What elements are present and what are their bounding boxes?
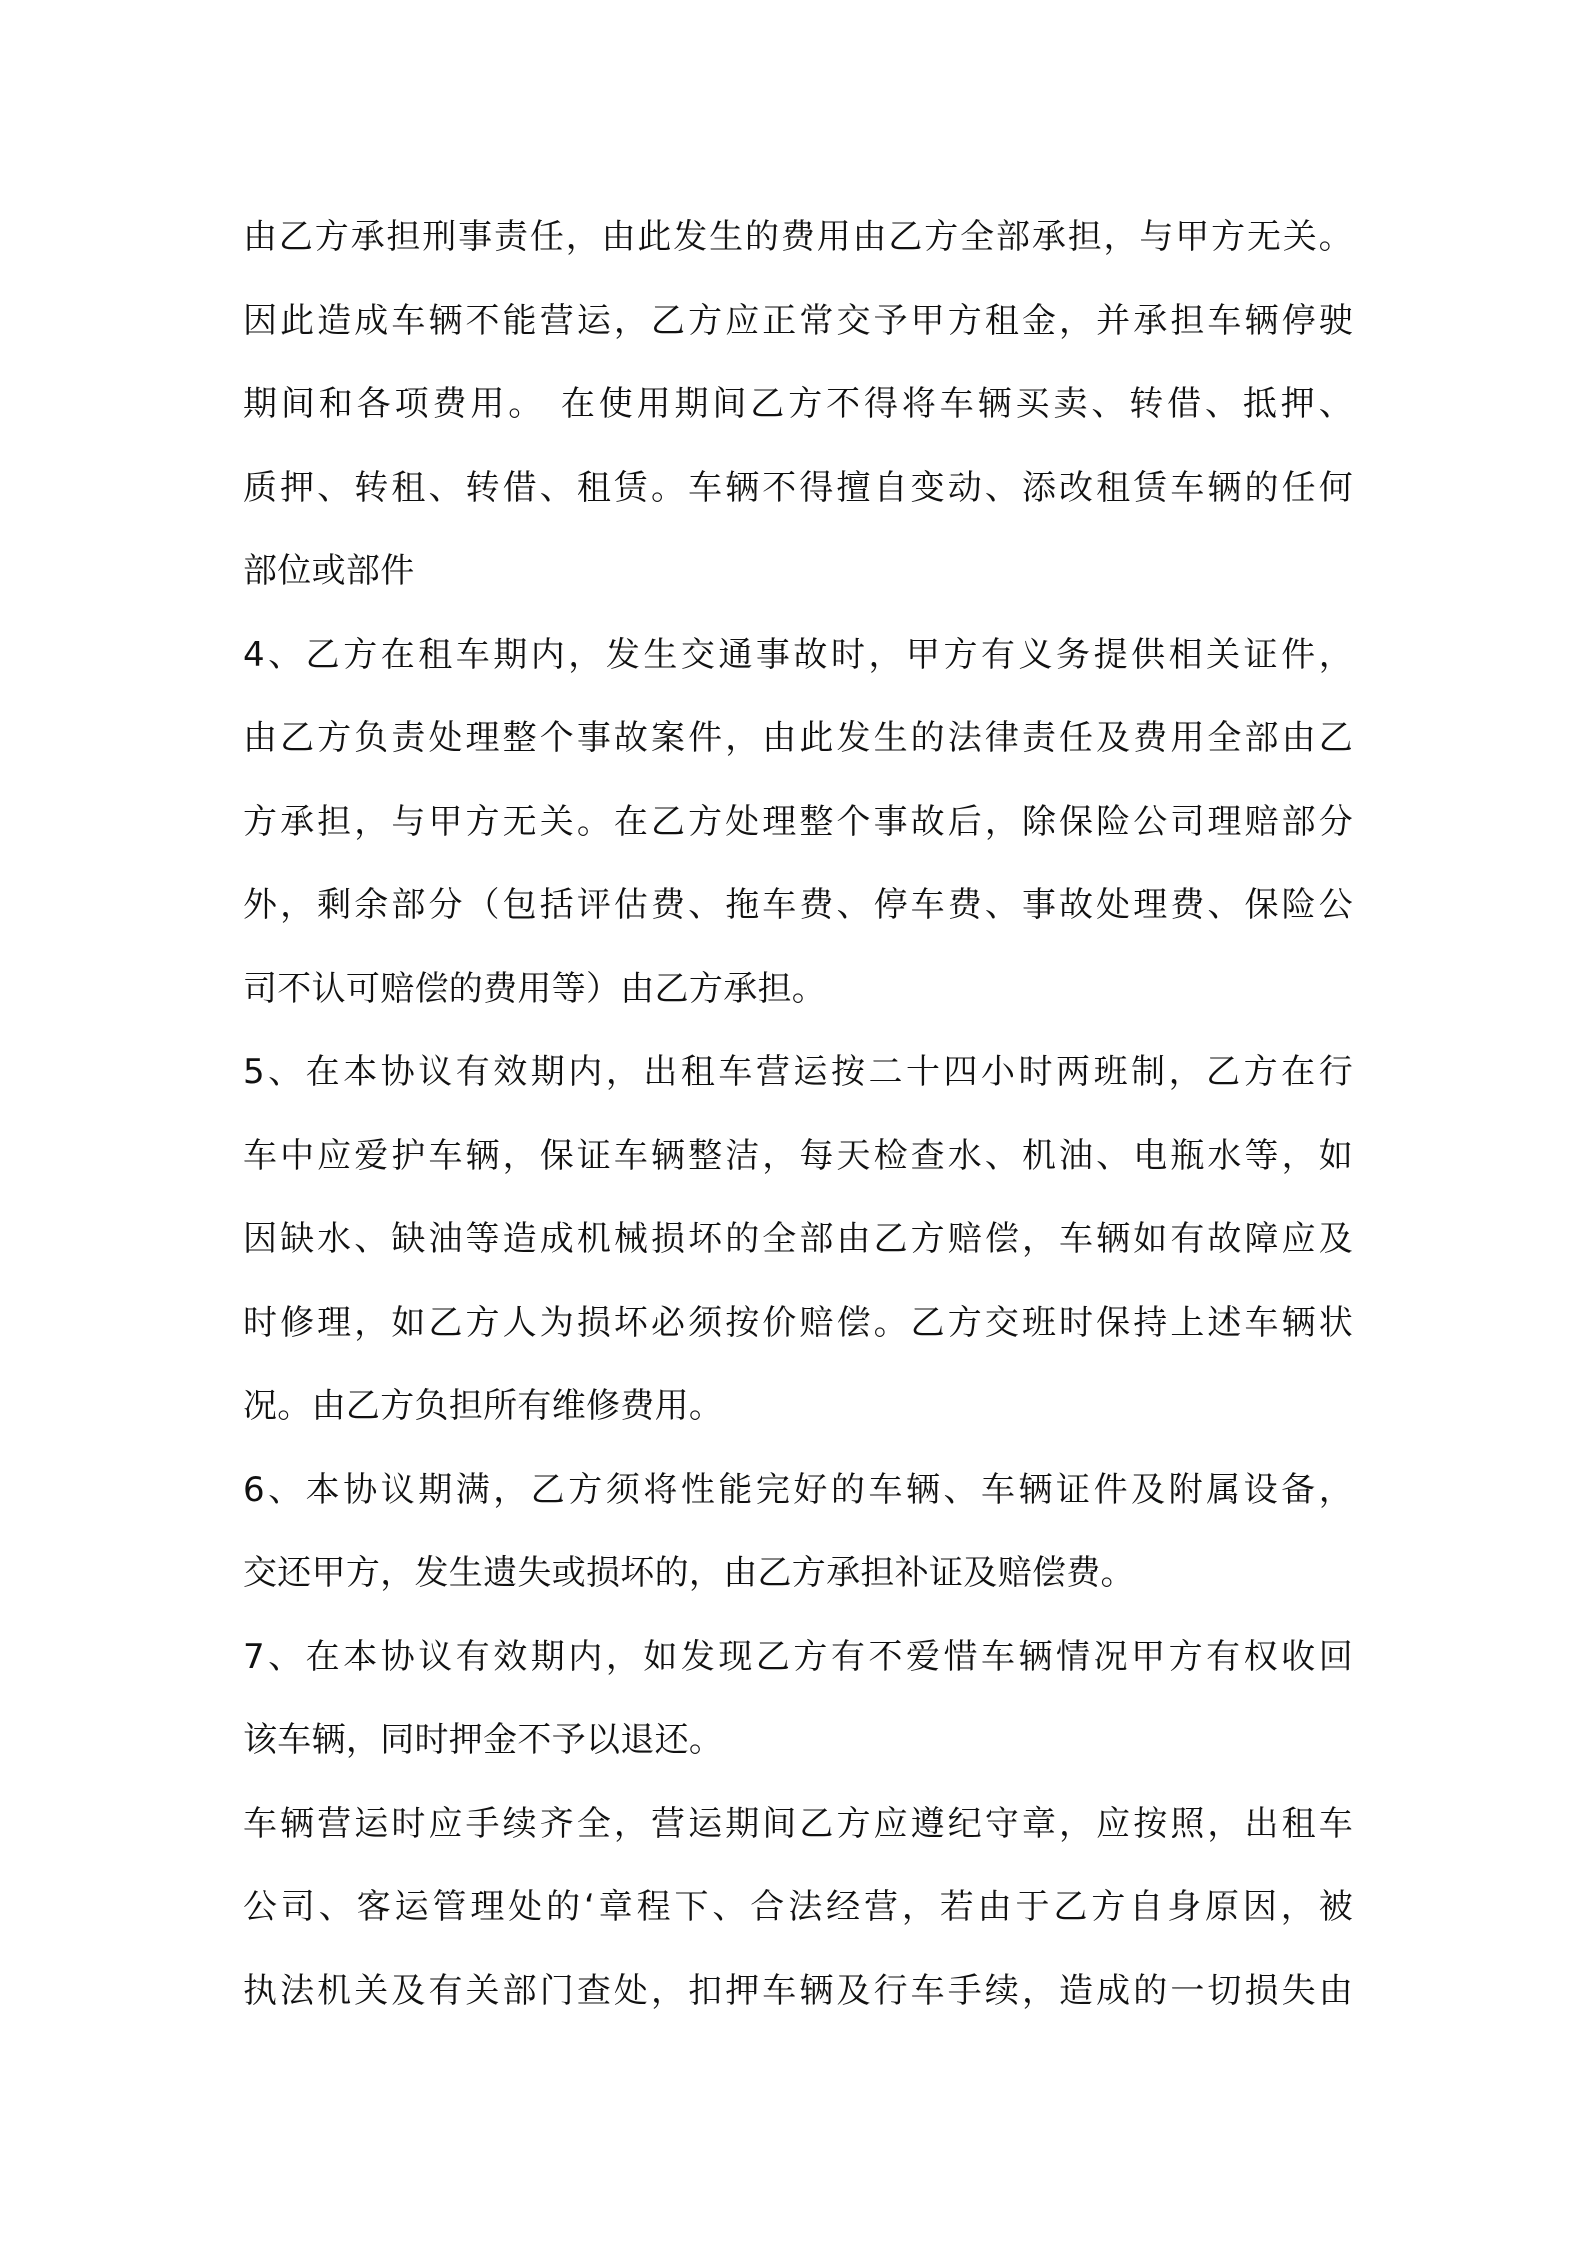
text-line: 由乙方承担刑事责任，由此发生的费用由乙方全部承担，与甲方无关。 (243, 217, 1353, 257)
text-line: 外，剩余部分（包括评估费、拖车费、停车费、事故处理费、保险公 (243, 885, 1353, 925)
text-line: 方承担，与甲方无关。在乙方处理整个事故后，除保险公司理赔部分 (243, 801, 1353, 842)
text-line: 车辆营运时应手续齐全，营运期间乙方应遵纪守章，应按照，出租车 (243, 1803, 1353, 1844)
text-line: 况。由乙方负担所有维修费用。 (243, 1386, 724, 1426)
text-line: 司不认可赔偿的费用等）由乙方承担。 (243, 968, 827, 1009)
text-line: 执法机关及有关部门查处，扣押车辆及行车手续，造成的一切损失由 (243, 1970, 1353, 2011)
document-body (243, 196, 1353, 2033)
text-line: 4、乙方在租车期内，发生交通事故时，甲方有义务提供相关证件， (243, 634, 1353, 675)
text-line: 期间和各项费用。 在使用期间乙方不得将车辆买卖、转借、抵押、 (243, 384, 1353, 424)
text-line: 因缺水、缺油等造成机械损坏的全部由乙方赔偿，车辆如有故障应及 (243, 1219, 1353, 1259)
text-line: 质押、转租、转借、租赁。车辆不得擅自变动、添改租赁车辆的任何 (243, 467, 1353, 508)
text-line: 部位或部件 (243, 551, 415, 591)
text-line: 交还甲方，发生遗失或损坏的，由乙方承担补证及赔偿费。 (243, 1553, 1135, 1593)
text-line: 6、本协议期满，乙方须将性能完好的车辆、车辆证件及附属设备， (243, 1469, 1353, 1510)
text-line: 该车辆，同时押金不予以退还。 (243, 1720, 724, 1760)
text-line: 7、在本协议有效期内，如发现乙方有不爱惜车辆情况甲方有权收回 (243, 1636, 1353, 1677)
text-line: 车中应爱护车辆，保证车辆整洁，每天检查水、机油、电瓶水等，如 (243, 1135, 1353, 1176)
text-line: 时修理，如乙方人为损坏必须按价赔偿。乙方交班时保持上述车辆状 (243, 1302, 1353, 1343)
text-line: 因此造成车辆不能营运，乙方应正常交予甲方租金，并承担车辆停驶 (243, 300, 1353, 341)
text-line: 公司、客运管理处的‘章程下、合法经营，若由于乙方自身原因，被 (243, 1887, 1353, 1927)
text-line: 由乙方负责处理整个事故案件，由此发生的法律责任及费用全部由乙 (243, 718, 1353, 758)
text-line: 5、在本协议有效期内，出租车营运按二十四小时两班制，乙方在行 (243, 1052, 1353, 1092)
